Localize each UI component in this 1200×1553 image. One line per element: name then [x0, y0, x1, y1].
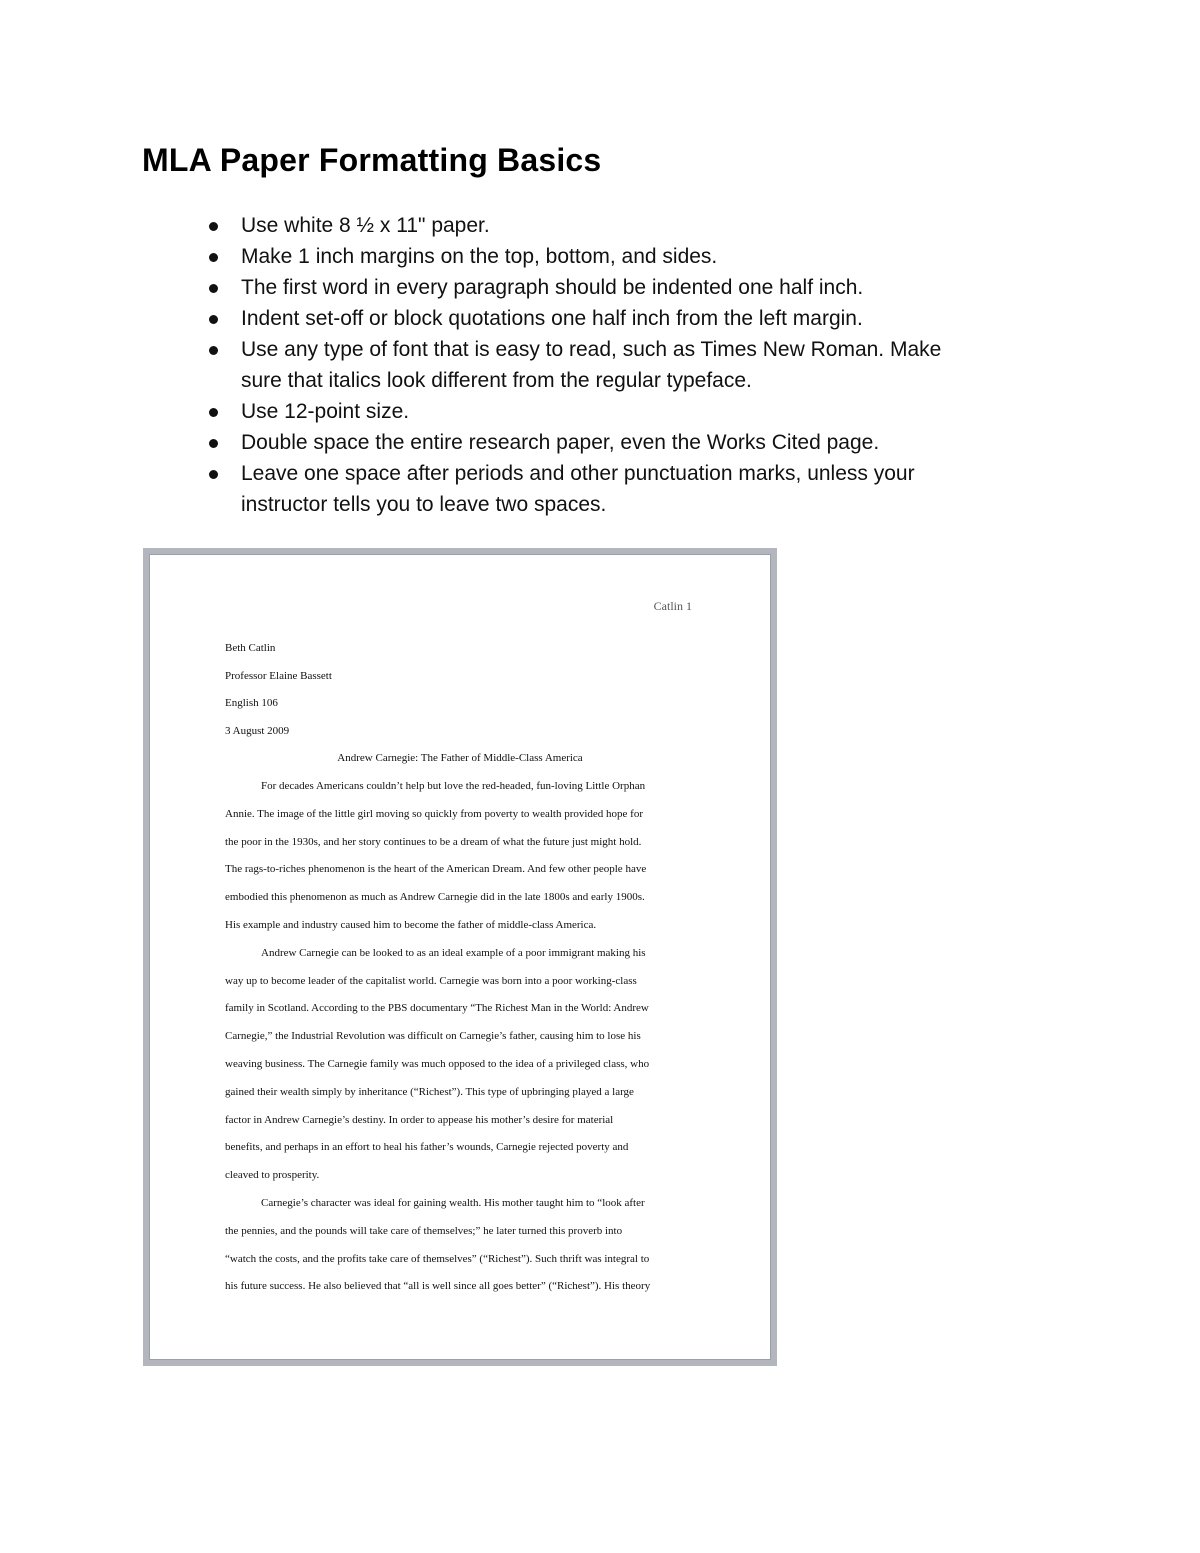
bullet-item [0, 241, 1200, 272]
student-name: Beth Catlin [225, 642, 276, 654]
essay-title: Andrew Carnegie: The Father of Middle-Class America [337, 752, 583, 764]
essay-line: Carnegie’s character was ideal for gaining wealth. His mother taught him to “look after [261, 1196, 645, 1209]
bullet-text: instructor tells you to leave two spaces. [241, 493, 607, 516]
bullet-dot-icon [209, 222, 218, 231]
sample-paper-page [149, 554, 771, 1360]
essay-line: The rags-to-riches phenomenon is the heart of the American Dream. And few other people have [225, 863, 647, 876]
bullet-item [0, 458, 1200, 520]
bullet-item [0, 334, 1200, 396]
bullet-item [0, 427, 1200, 458]
essay-line: factor in Andrew Carnegie’s destiny. In order to appease his mother’s desire for material [225, 1113, 614, 1126]
bullet-text: Indent set-off or block quotations one half inch from the left margin. [241, 307, 863, 330]
bullet-text: Use white 8 ½ x 11" paper. [241, 214, 490, 237]
essay-line: Andrew Carnegie can be looked to as an ideal example of a poor immigrant making his [261, 946, 646, 959]
essay-line: benefits, and perhaps in an effort to heal his father’s wounds, Carnegie rejected poverty and [225, 1141, 629, 1154]
bullet-dot-icon [209, 470, 218, 479]
essay-line: embodied this phenomenon as much as Andrew Carnegie did in the late 1800s and early 1900s. [225, 891, 645, 904]
bullet-dot-icon [209, 346, 218, 355]
bullet-item [0, 272, 1200, 303]
bullet-item [0, 396, 1200, 427]
essay-line: the pennies, and the pounds will take care of themselves;” he later turned this proverb into [225, 1224, 623, 1237]
bullet-dot-icon [209, 408, 218, 417]
running-head: Catlin 1 [653, 599, 692, 613]
bullet-text: Leave one space after periods and other punctuation marks, unless your [241, 462, 915, 485]
bullet-item [0, 303, 1200, 334]
essay-line: cleaved to prosperity. [225, 1169, 320, 1182]
bullet-text: The first word in every paragraph should be indented one half inch. [241, 276, 864, 299]
bullet-text: Make 1 inch margins on the top, bottom, and sides. [241, 245, 718, 268]
essay-body [225, 773, 700, 1301]
bullet-text: Use any type of font that is easy to read, such as Times New Roman. Make [241, 338, 942, 361]
course-name: English 106 [225, 697, 278, 709]
paper-heading-block [225, 635, 695, 745]
bullet-dot-icon [209, 253, 218, 262]
essay-line: weaving business. The Carnegie family was much opposed to the idea of a privileged class, who [225, 1057, 650, 1070]
bullet-text: Use 12-point size. [241, 400, 410, 423]
bullet-text: sure that italics look different from the regular typeface. [241, 369, 752, 392]
essay-line: the poor in the 1930s, and her story continues to be a dream of what the future just might hold. [225, 835, 642, 848]
bullet-dot-icon [209, 315, 218, 324]
essay-line: His example and industry caused him to become the father of middle-class America. [225, 918, 597, 931]
essay-line: Carnegie,” the Industrial Revolution was difficult on Carnegie’s father, causing him to lose his [225, 1030, 641, 1043]
essay-line: Annie. The image of the little girl moving so quickly from poverty to wealth provided hope for [225, 807, 644, 820]
sample-paper-image [143, 548, 777, 1366]
bullet-dot-icon [209, 439, 218, 448]
essay-line: For decades Americans couldn’t help but love the red-headed, fun-loving Little Orphan [261, 780, 646, 792]
essay-line: “watch the costs, and the profits take care of themselves” (“Richest”). Such thrift was integral to [225, 1252, 650, 1265]
page-title: MLA Paper Formatting Basics [142, 142, 602, 178]
bullet-item [0, 210, 1200, 241]
essay-line: way up to become leader of the capitalist world. Carnegie was born into a poor working-class [225, 974, 637, 987]
paper-date: 3 August 2009 [225, 724, 290, 737]
bullet-dot-icon [209, 284, 218, 293]
professor-name: Professor Elaine Bassett [225, 669, 332, 682]
essay-line: gained their wealth simply by inheritance (“Richest”). This type of upbringing played a large [225, 1085, 634, 1098]
essay-line: his future success. He also believed that “all is well since all goes better” (“Richest”). His theory [225, 1280, 651, 1293]
essay-line: family in Scotland. According to the PBS documentary “The Richest Man in the World: Andrew [225, 1002, 649, 1015]
bullet-text: Double space the entire research paper, even the Works Cited page. [241, 431, 880, 454]
formatting-bullet-list [0, 210, 1200, 520]
